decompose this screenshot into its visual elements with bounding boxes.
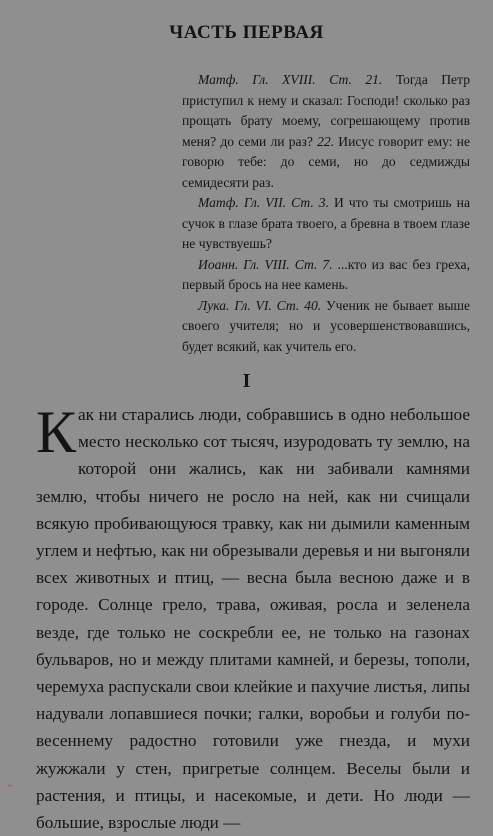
epigraph-matthew-7: [182, 193, 470, 255]
epigraph-text: ...кто из вас без греха, первый брось на нее камень.: [182, 256, 470, 292]
epigraph-luke-6: [182, 296, 470, 358]
epigraph-verse-number: 22.: [317, 133, 335, 149]
chapter-number: I: [242, 370, 251, 392]
drop-cap: К: [36, 399, 77, 465]
epigraph-text: И что ты смотришь на сучок в глазе брата твоего, а бревна в твоем глазе не чувствуешь?: [182, 195, 470, 251]
epigraph-reference: Матф. Гл. VII. Ст. 3.: [198, 195, 329, 210]
corner-mark-icon: ^: [6, 784, 14, 794]
epigraph-reference: Иоанн. Гл. VIII. Ст. 7.: [198, 256, 333, 272]
body-paragraph-text: ак ни старались люди, собравшись в одно небольшое место несколько сот тысяч, изуродовать ту землю, на которой они жались, как ни забивали камнями землю, чтобы ничего не росло на ней, как ни счищали всякую пробивающуюся травку, как ни дымили каменным углем и нефтью, как ни обрезывали деревья и ни выгоняли всех животных и птиц, — весна была весною даже и в городе. Солнце грело, трава, оживая, росла и зеленела везде, где только не соскребли ее, не только на газонах бульваров, но и между плитами камней, и березы, тополи, черемуха распускали свои клейкие и пахучие листья, липы надували лопавшиеся почки; галки, воробьи и голуби по-весеннему радостно готовили уже гнезда, и мухи жужжали у стен, пригретые солнцем. Веселы были и растения, и птицы, и насекомые, и дети. Но люди — большие, взрослые люди —: [36, 405, 470, 833]
epigraph-text: Ученик не бывает выше своего учителя; но и усовершенствовавшись, будет всякий, как учитель его.: [182, 297, 470, 354]
part-title: ЧАСТЬ ПЕРВАЯ: [169, 22, 324, 43]
epigraph: [182, 70, 470, 357]
body-paragraph: [36, 401, 470, 836]
chapter-body: [36, 401, 470, 836]
epigraph-matthew-18: [182, 70, 470, 193]
epigraph-john-8: [182, 255, 470, 296]
epigraph-text: Тогда Петр приступил к нему и сказал: Господи! сколько раз прощать брату моему, согрешающему против меня? до семи ли раз?: [182, 72, 470, 149]
epigraph-reference: Лука. Гл. VI. Ст. 40.: [198, 297, 322, 313]
epigraph-reference: Матф. Гл. XVIII. Ст. 21.: [198, 72, 383, 87]
epigraph-text: Иисус говорит ему: не говорю тебе: до семи, но до седмижды семидесяти раз.: [182, 133, 470, 190]
